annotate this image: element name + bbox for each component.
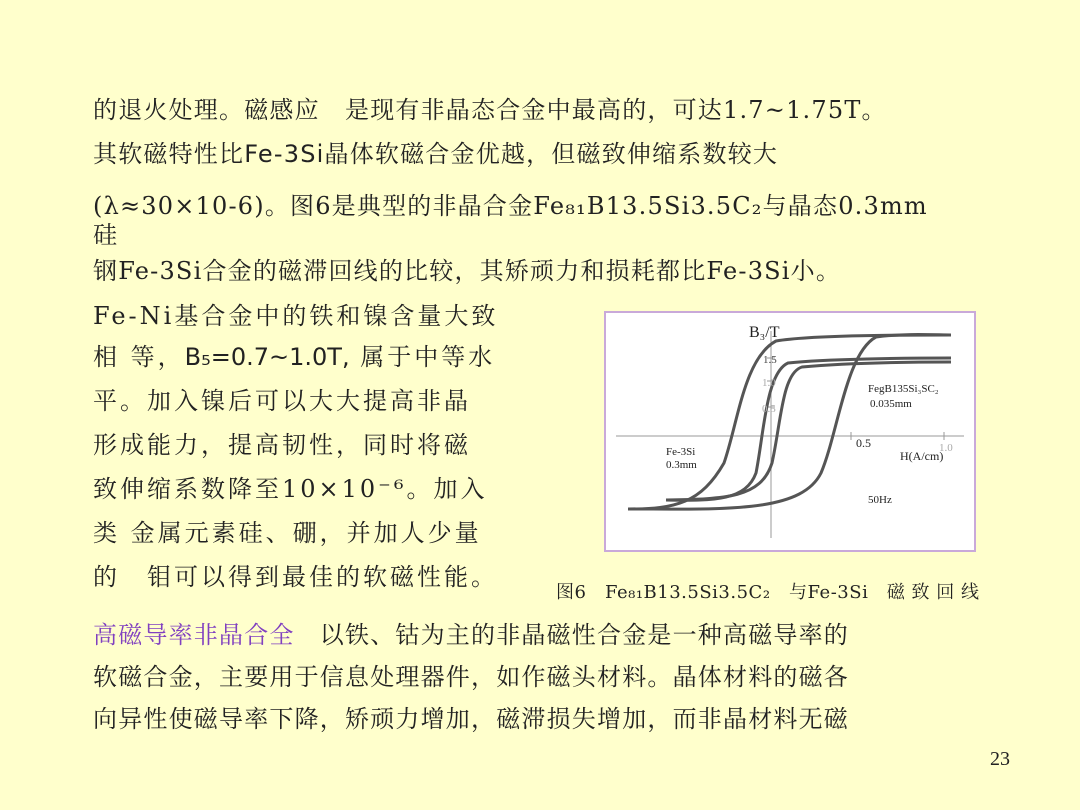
y-tick-label: 1.0 <box>762 377 776 389</box>
fe3si-lower-branch <box>628 335 951 510</box>
text-line: 向异性使磁导率下降，矫顽力增加，磁滞损失增加，而非晶材料无磁 <box>93 705 849 733</box>
amorphous-label: FegB135Si₃SC₂ <box>868 383 939 395</box>
x-axis-label: H(A/cm) <box>900 449 944 463</box>
text-line <box>93 342 495 372</box>
text-line: 软磁合金，主要用于信息处理器件，如作磁头材料。晶体材料的磁各 <box>93 663 849 691</box>
x-tick-label: 1.0 <box>939 442 953 454</box>
crystal-label: Fe-3Si <box>666 446 696 458</box>
text-line: 钢Fe-3Si合金的磁滞回线的比较，其矫顽力和损耗都比Fe-3Si小。 <box>93 257 842 285</box>
text-line <box>93 620 849 650</box>
text-segment: 其软磁特性比 <box>93 140 245 168</box>
text-line: 的退火处理。磁感应 是现有非晶态合金中最高的，可达1.7~1.75T。 <box>93 96 887 124</box>
section-heading: 高磁导率非晶合全 <box>93 621 295 649</box>
x-tick-label: 0.5 <box>856 436 871 450</box>
crystal-thickness-label: 0.3mm <box>666 459 697 471</box>
y-tick-label: 0.5 <box>762 403 776 415</box>
text-line: Fe-Ni基合金中的铁和镍含量大致 <box>93 302 499 330</box>
amorphous-upper-branch <box>666 358 951 500</box>
text-line: 平。加入镍后可以大大提高非晶 <box>93 387 471 415</box>
text-segment: B₅=0.7~1.0T, <box>184 343 350 371</box>
text-line: 形成能力，提高韧性，同时将磁 <box>93 431 471 459</box>
text-segment: Fe-3Si <box>244 140 325 168</box>
text-line: 致伸缩系数降至10×10⁻⁶。加入 <box>93 475 488 503</box>
hysteresis-figure <box>604 311 976 552</box>
text-line: 的 钼可以得到最佳的软磁性能。 <box>93 563 498 591</box>
text-line <box>93 139 778 169</box>
frequency-label: 50Hz <box>868 494 892 506</box>
page-number: 23 <box>990 748 1010 770</box>
text-line: 硅 <box>93 221 119 249</box>
hysteresis-plot <box>606 313 974 550</box>
y-tick-label: 1.5 <box>763 354 777 366</box>
text-segment: 晶体软磁合金优越，但磁致伸缩系数较大 <box>324 140 779 168</box>
text-segment: 属于中等水 <box>349 343 496 371</box>
amorphous-thickness-label: 0.035mm <box>870 398 912 410</box>
text-line: (λ≈30×10-6)。图6是典型的非晶合金Fe₈₁B13.5Si3.5C₂与晶态0.3mm <box>93 192 928 220</box>
text-segment: 相 等， <box>93 343 185 371</box>
text-line: 类 金属元素硅、硼，并加人少量 <box>93 519 482 547</box>
y-axis-label: B₃/T <box>749 324 780 341</box>
text-segment: 以铁、钴为主的非晶磁性合金是一种高磁导率的 <box>294 621 850 649</box>
figure-caption: 图6 Fe₈₁B13.5Si3.5C₂ 与Fe-3Si 磁 致 回 线 <box>556 582 980 603</box>
